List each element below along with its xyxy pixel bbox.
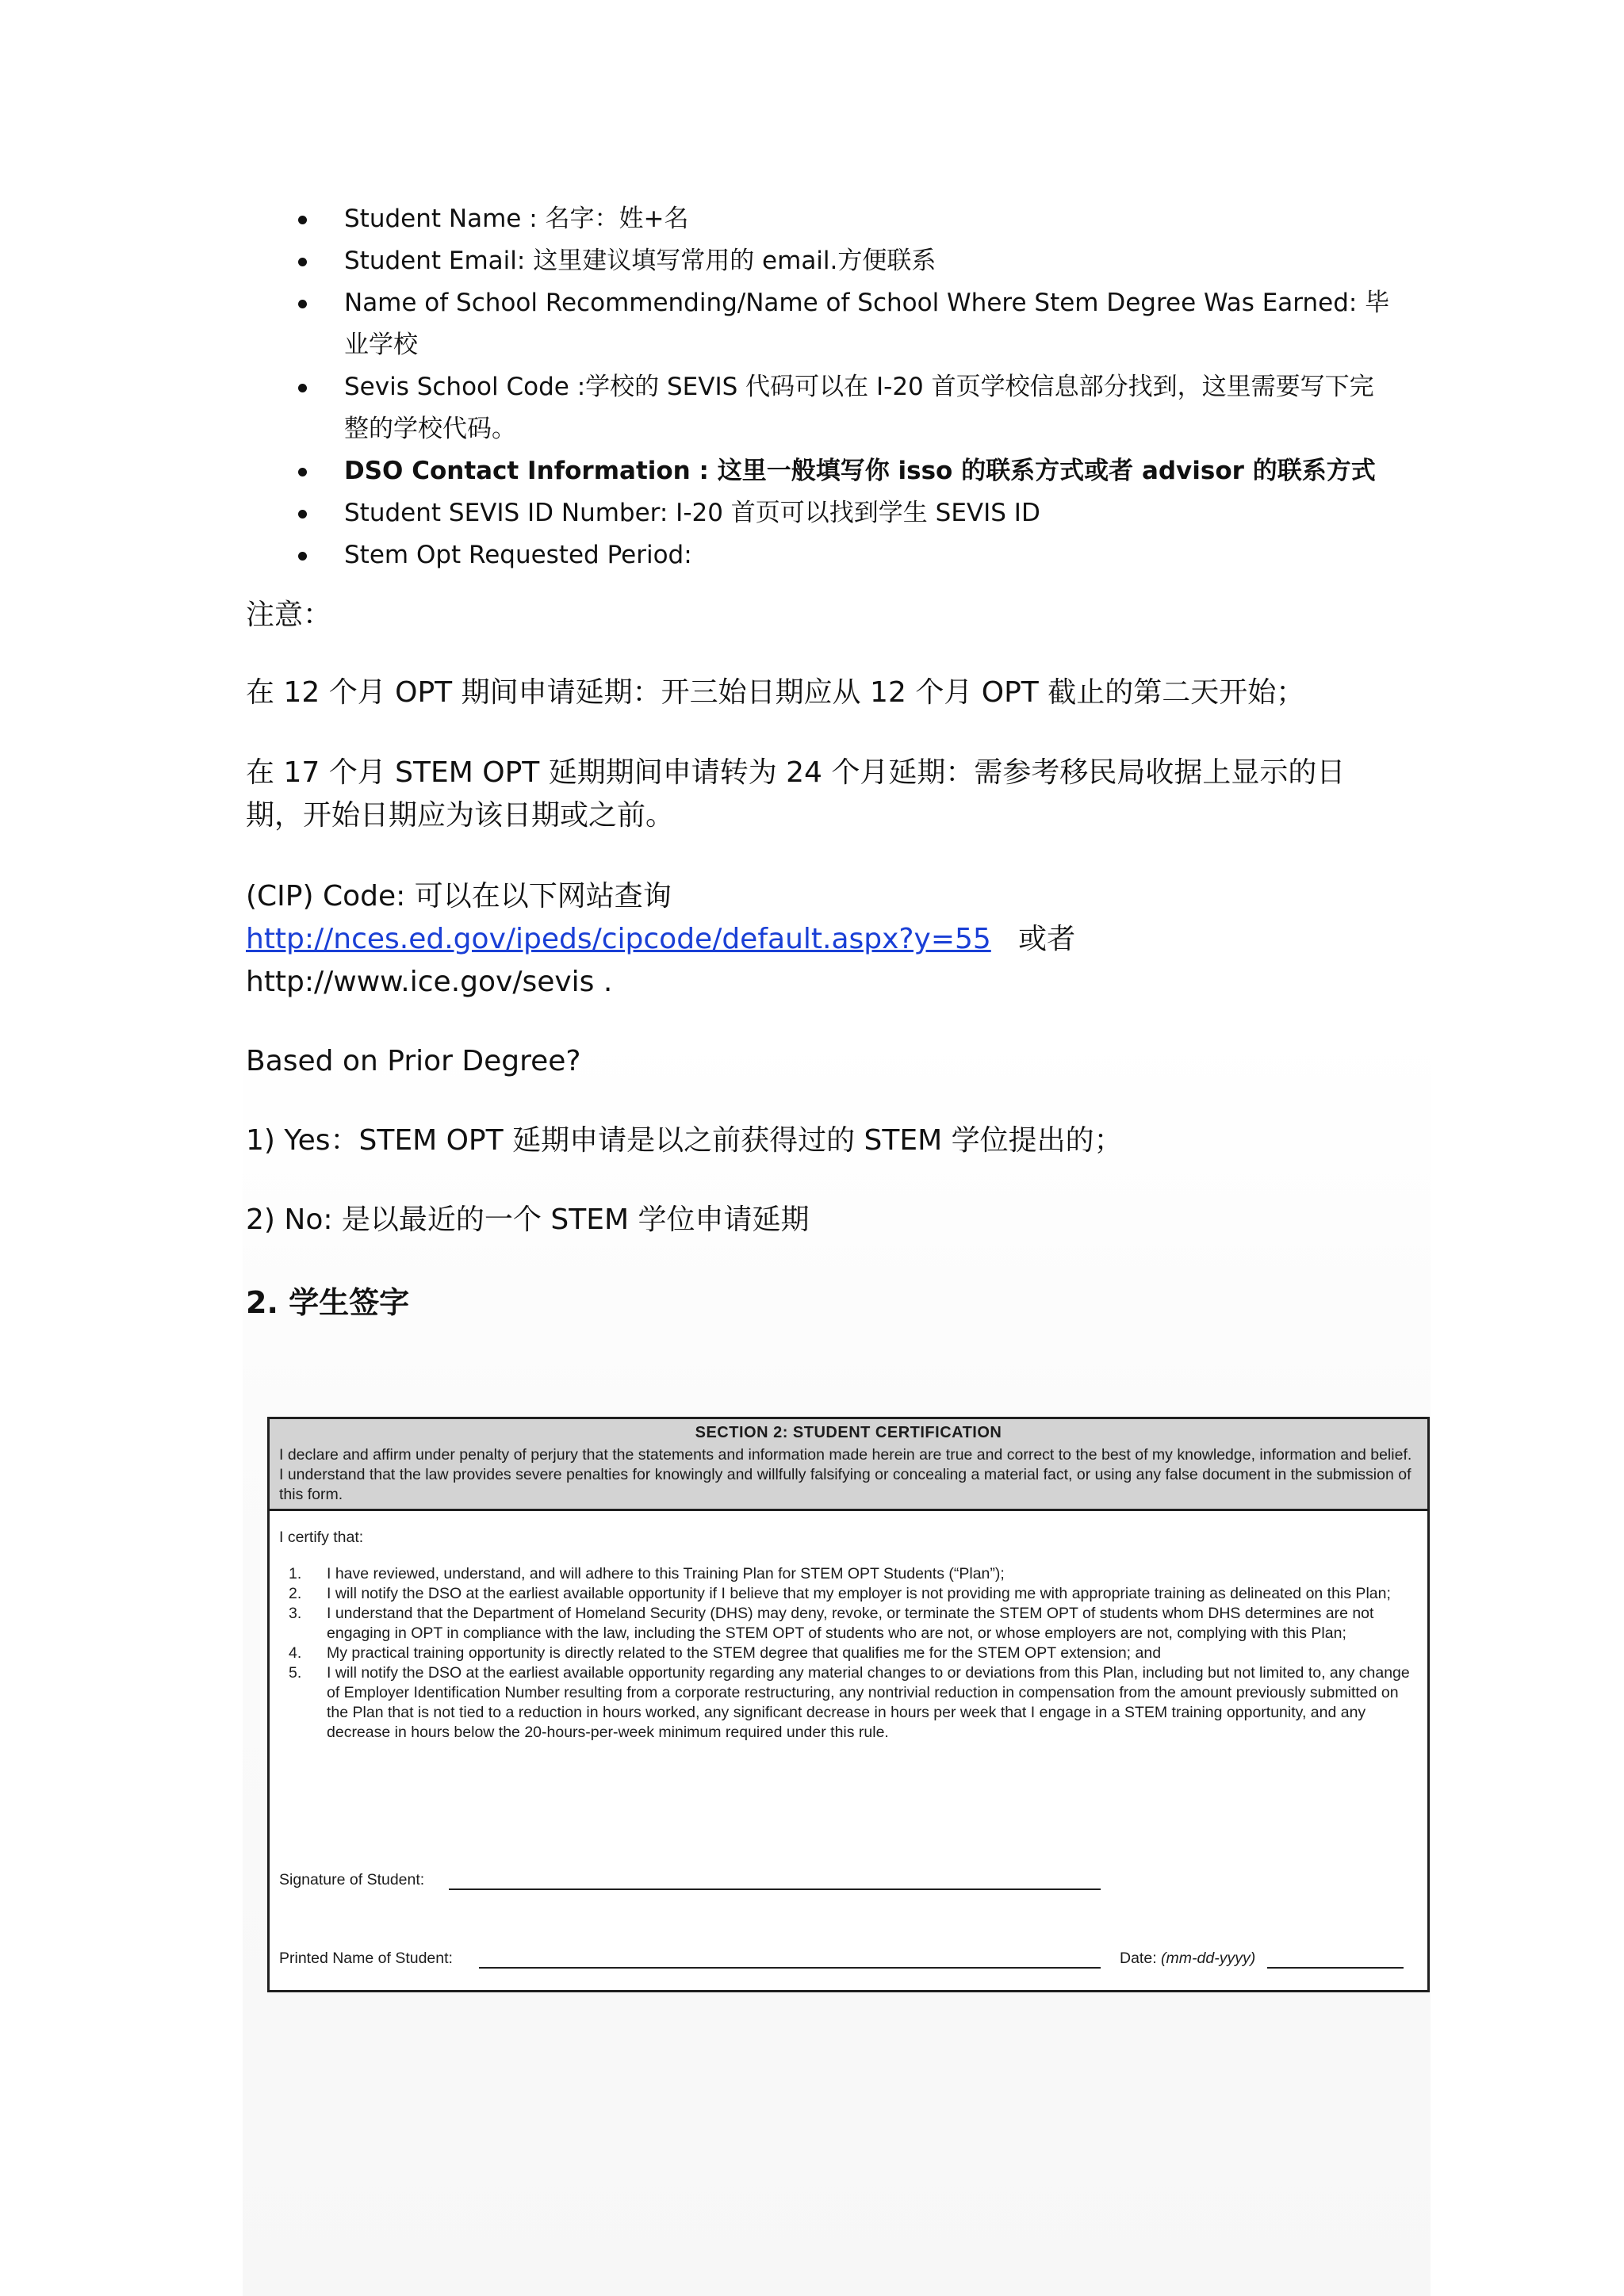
printed-name-label: Printed Name of Student: (279, 1950, 453, 1967)
prior-degree-question: Based on Prior Degree? (246, 1045, 581, 1077)
certification-number: 3. (289, 1605, 302, 1622)
prior-degree-yes: 1) Yes：STEM OPT 延期申请是以之前获得过的 STEM 学位提出的； (246, 1124, 1123, 1157)
ice-sevis-url: http://www.ice.gov/sevis . (246, 966, 613, 998)
form-title: SECTION 2: STUDENT CERTIFICATION (695, 1424, 1002, 1441)
prior-degree-no: 2) No: 是以最近的一个 STEM 学位申请延期 (246, 1203, 810, 1236)
certification-number: 5. (289, 1664, 302, 1682)
nces-cip-link[interactable]: http://nces.ed.gov/ipeds/cipcode/default.aspx?y=55 (246, 923, 991, 955)
cip-code-line: (CIP) Code: 可以在以下网站查询 (246, 880, 672, 913)
certification-number: 1. (289, 1565, 302, 1582)
certification-item (279, 1604, 1418, 1644)
note-label: 注意： (246, 599, 332, 631)
date-label: Date: (1120, 1950, 1157, 1967)
date-format: (mm-dd-yyyy) (1161, 1950, 1256, 1967)
certification-text: I have reviewed, understand, and will adhere to this Training Plan for STEM OPT Students (“Plan”); (327, 1565, 1005, 1582)
field-list-item: Sevis School Code :学校的 SEVIS 代码可以在 I-20 首页学校信息部分找到，这里需要写下完整的学校代码。 (246, 366, 1396, 450)
certification-list (279, 1564, 1418, 1743)
certification-number: 2. (289, 1585, 302, 1602)
form-declaration: I declare and affirm under penalty of perjury that the statements and information made herein are true and correct to the best of my knowledge, information and belief. I understand that the law provides severe penalties for knowingly and willfully falsifying or concealing a material fact, or using any false document in the submission of this form. (279, 1446, 1412, 1503)
date-label-group (1120, 1950, 1255, 1968)
date-line[interactable] (1267, 1967, 1404, 1969)
cip-link-line (246, 918, 1396, 961)
field-list-item: Name of School Recommending/Name of School Where Stem Degree Was Earned: 毕业学校 (246, 282, 1396, 366)
field-list-item: DSO Contact Information : 这里一般填写你 isso 的联系方式或者 advisor 的联系方式 (246, 450, 1396, 492)
certification-item (279, 1663, 1418, 1743)
certification-item (279, 1644, 1418, 1663)
signature-label: Signature of Student: (279, 1871, 425, 1888)
signature-line[interactable] (449, 1888, 1101, 1890)
note-12-month: 在 12 个月 OPT 期间申请延期：开三始日期应从 12 个月 OPT 截止的第二天开始； (246, 676, 1305, 709)
field-list-item: Student Name : 名字：姓+名 (246, 198, 1396, 240)
certification-text: My practical training opportunity is directly related to the STEM degree that qualifies me for the STEM OPT extension; and (327, 1644, 1162, 1662)
document-body (246, 198, 1396, 1322)
certification-item (279, 1564, 1418, 1584)
certify-label: I certify that: (279, 1529, 364, 1546)
certification-text: I will notify the DSO at the earliest available opportunity if I believe that my employer is not providing me with appropriate training as delineated on this Plan; (327, 1585, 1391, 1602)
section-heading-signature: 2. 学生签字 (246, 1285, 410, 1320)
certification-item (279, 1584, 1418, 1604)
certification-text: I will notify the DSO at the earliest available opportunity regarding any material changes to or deviations from this Plan, including but not limited to, any change of Employer Identification Number resulting from a corporate restructuring, any nontrivial reduction in compensation from the amount previously submitted on the Plan that is not tied to a reduction in hours worked, any significant decrease in hours per week that I engage in a STEM training opportunity, and any decrease in hours below the 20-hours-per-week minimum required under this rule. (327, 1664, 1410, 1741)
certification-number: 4. (289, 1644, 302, 1662)
form-field-list (246, 198, 1396, 576)
form-body (270, 1511, 1427, 1743)
field-list-item: Student SEVIS ID Number: I-20 首页可以找到学生 SEVIS ID (246, 492, 1396, 534)
field-list-item: Stem Opt Requested Period: (246, 534, 1396, 576)
or-text: 或者 (1018, 923, 1076, 955)
form-header (270, 1419, 1427, 1511)
note-17-month: 在 17 个月 STEM OPT 延期期间申请转为 24 个月延期：需参考移民局收据上显示的日期，开始日期应为该日期或之前。 (246, 756, 1346, 832)
student-certification-form (267, 1417, 1430, 1992)
field-list-item: Student Email: 这里建议填写常用的 email.方便联系 (246, 240, 1396, 282)
printed-name-line[interactable] (479, 1967, 1101, 1969)
certification-text: I understand that the Department of Homeland Security (DHS) may deny, revoke, or terminate the STEM OPT of students whom DHS determines are not engaging in OPT in compliance with the law, including the STEM OPT of students who are not, or whose employers are not, complying with this Plan; (327, 1605, 1374, 1642)
